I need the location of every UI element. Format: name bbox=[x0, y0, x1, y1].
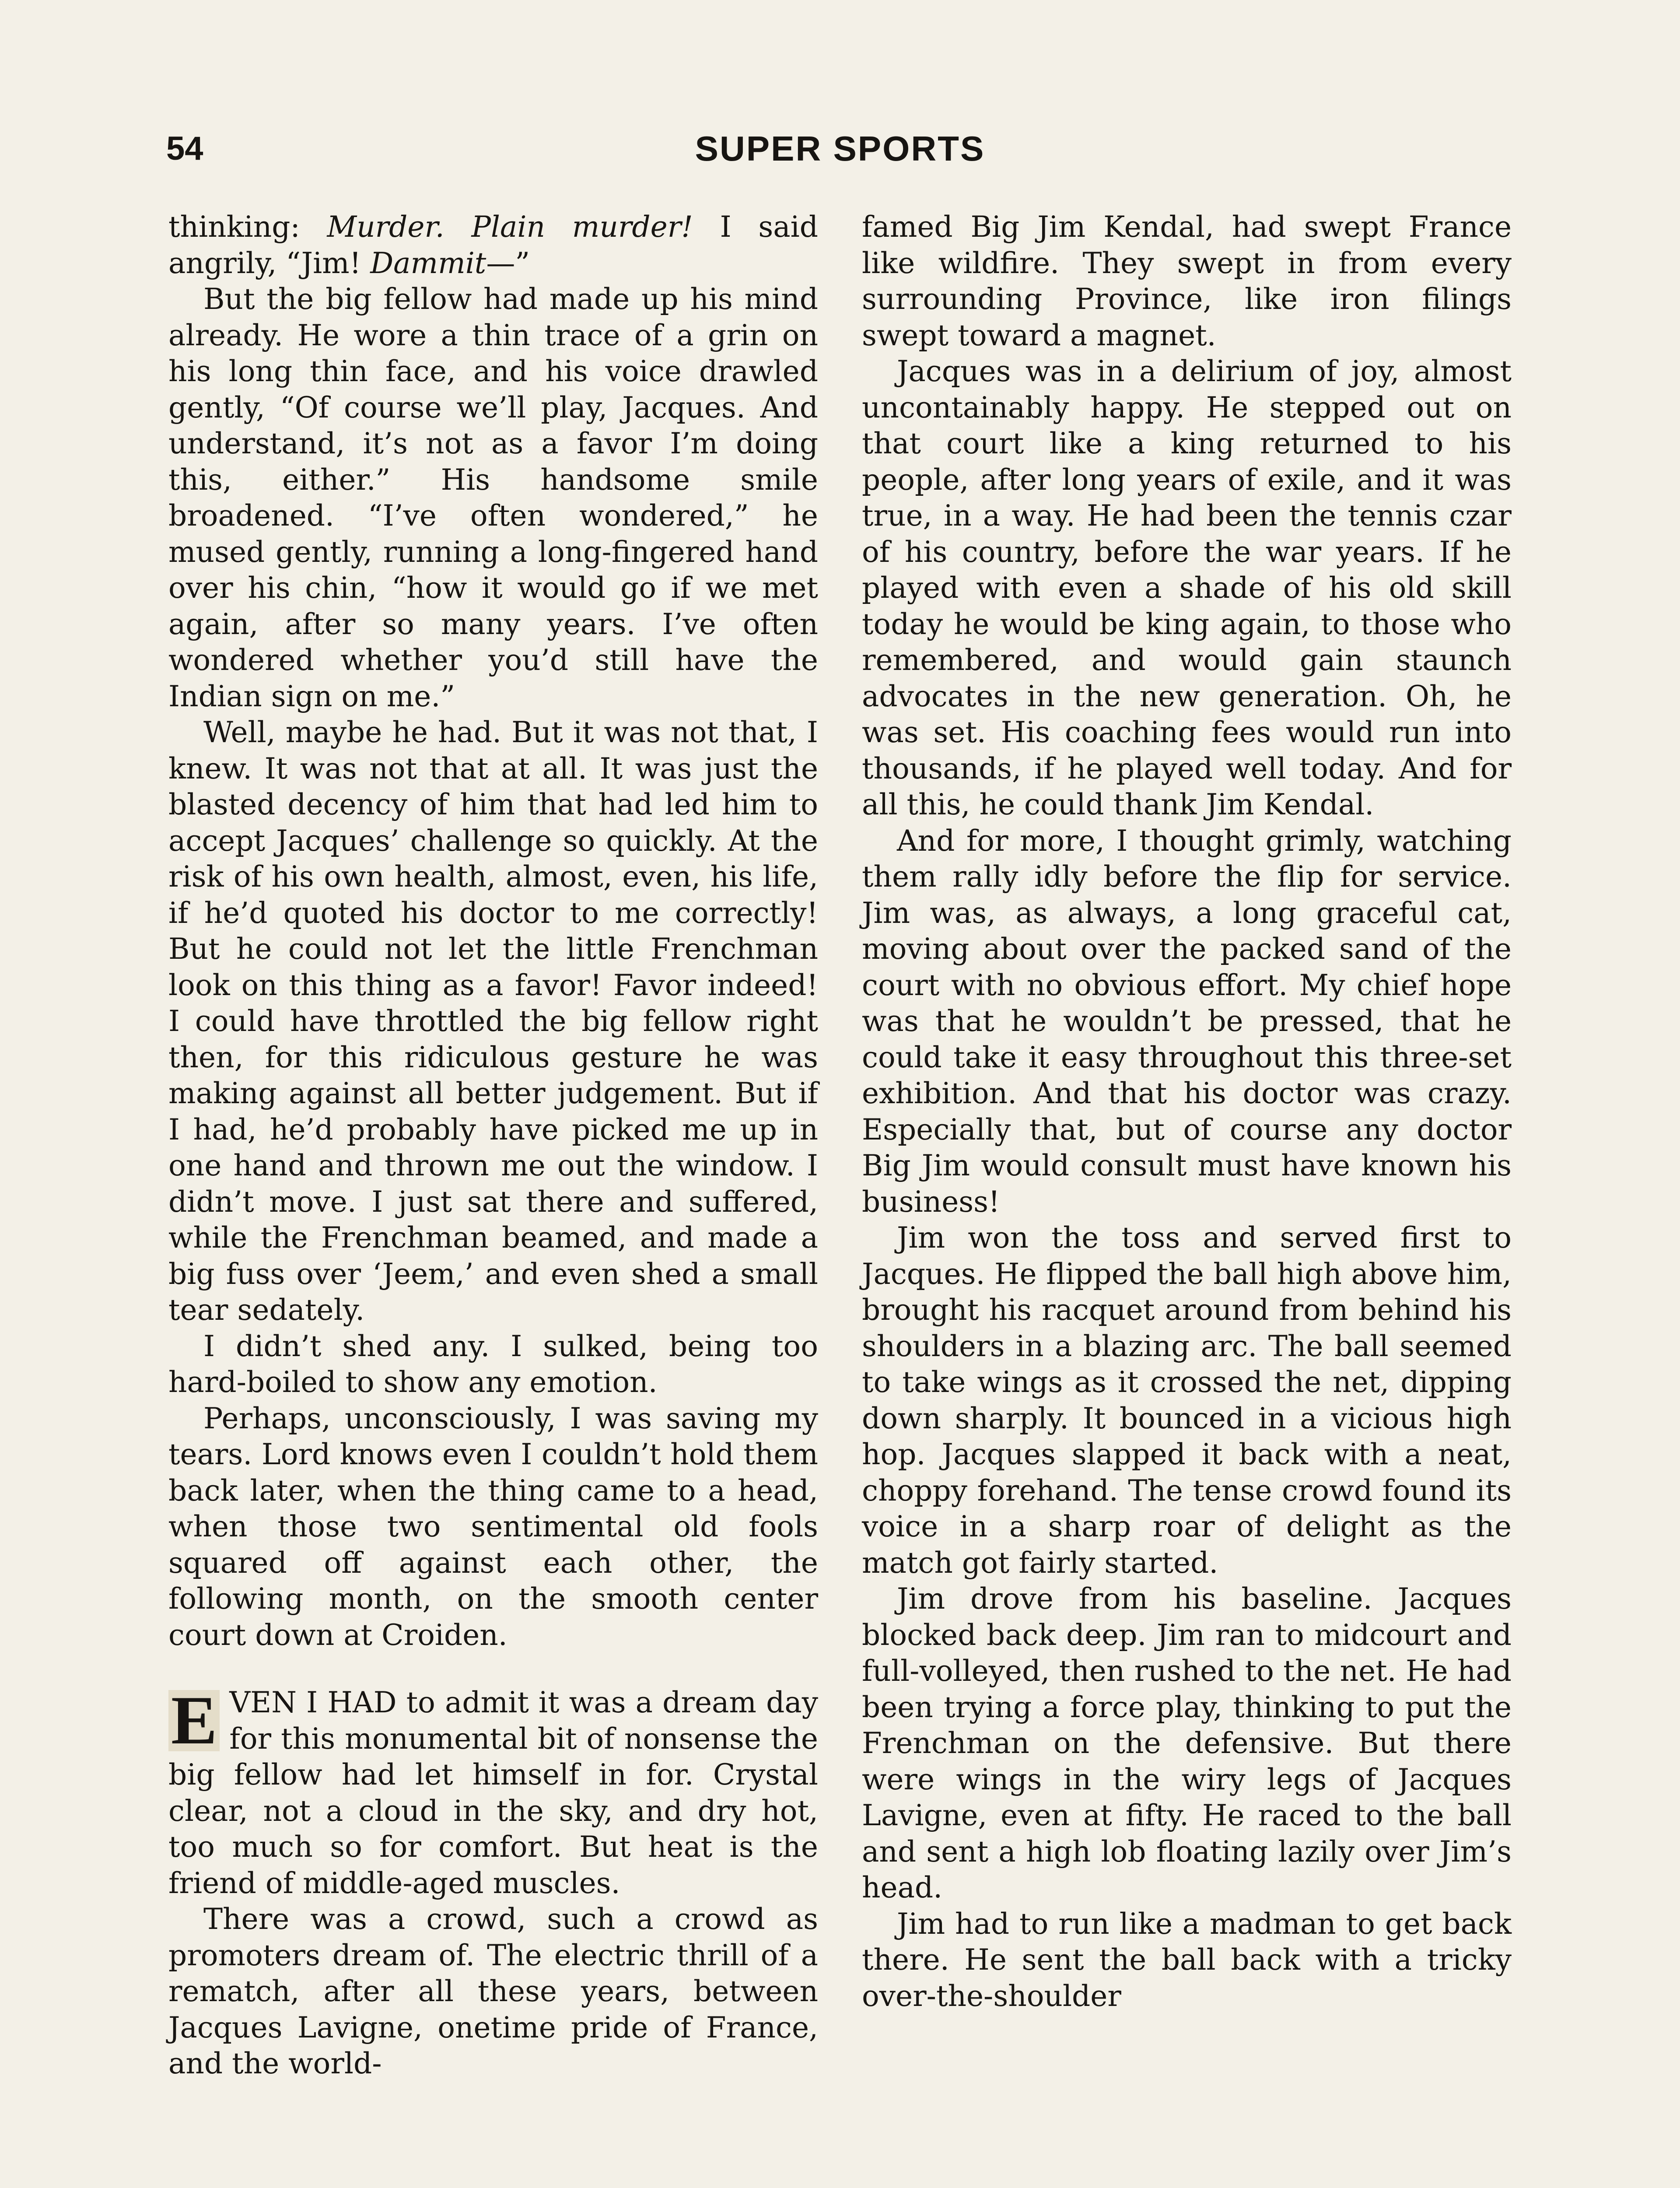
paragraph: But the big fellow had made up his mind already. He wore a thin trace of a grin on his long thin face, and his voice drawled gently, “Of course we’ll play, Jacques. And understand, it’s not as a favor I’m doing this, either.” His handsome smile broadened. “I’ve often wondered,” he mused gently, running a long-fingered hand over his chin, “how it would go if we met again, after so many years. I’ve often wondered whether you’d still have the Indian sign on me.” bbox=[168, 282, 818, 713]
text-run: thinking: bbox=[168, 210, 327, 244]
running-head-title: SUPER SPORTS bbox=[695, 129, 985, 168]
text-run: I said angrily, “Jim! bbox=[168, 210, 818, 280]
drop-cap: E bbox=[168, 1690, 220, 1751]
text-run: VEN I HAD to admit it was a dream day for this monumental bit of nonsense the big fellow had let himself in for. Crystal clear, not a cloud in the sky, and dry hot, too much so for comfort. But heat is the friend of middle-aged muscles. bbox=[168, 1686, 818, 1900]
paragraph: Well, maybe he had. But it was not that, I knew. It was not that at all. It was just the blasted decency of him that had led him to accept Jacques’ challenge so quickly. At the risk of his own health, almost, even, his life, if he’d quoted his doctor to me correctly! But he could not let the little Frenchman look on this thing as a favor! Favor indeed! I could have throttled the big fellow right then, for this ridiculous gesture he was making against all better judgement. But if I had, he’d probably have picked me up in one hand and thrown me out the window. I didn’t move. I just sat there and suffered, while the Frenchman beamed, and made a big fuss over ‘Jeem,’ and even shed a small tear sedately. bbox=[168, 715, 818, 1327]
page-number: 54 bbox=[166, 130, 203, 167]
paragraph: There was a crowd, such a crowd as promoters dream of. The electric thrill of a rematch, after all these years, between Jacques Lavigne, onetime pride of France, and the world- bbox=[168, 1902, 818, 2080]
right-column bbox=[862, 209, 1512, 2014]
section-opening-paragraph bbox=[168, 1682, 818, 1901]
paragraph: Jim had to run like a madman to get back there. He sent the ball back with a tricky over-the-shoulder bbox=[862, 1907, 1512, 2013]
paragraph: And for more, I thought grimly, watching them rally idly before the flip for service. Jim was, as always, a long graceful cat, moving about over the packed sand of the court with no obvious effort. My chief hope was that he wouldn’t be pressed, that he could take it easy throughout this three-set exhibition. And that his doctor was crazy. Especially that, but of course any doctor Big Jim would consult must have known his business! bbox=[862, 824, 1512, 1219]
emphasis-text: Dammit bbox=[370, 246, 486, 280]
paragraph: Jim drove from his baseline. Jacques blocked back deep. Jim ran to midcourt and full-volleyed, then rushed to the net. He had been trying a force play, thinking to put the Frenchman on the defensive. But there were wings in the wiry legs of Jacques Lavigne, even at fifty. He raced to the ball and sent a high lob floating lazily over Jim’s head. bbox=[862, 1582, 1512, 1904]
paragraph: Perhaps, unconsciously, I was saving my tears. Lord knows even I couldn’t hold them back later, when the thing came to a head, when those two sentimental old fools squared off against each other, the following month, on the smooth center court down at Croiden. bbox=[168, 1401, 818, 1652]
text-run: —” bbox=[486, 246, 530, 280]
paragraph: Jacques was in a delirium of joy, almost uncontainably happy. He stepped out on that court like a king returned to his people, after long years of exile, and it was true, in a way. He had been the tennis czar of his country, before the war years. If he played with even a shade of his old skill today he would be king again, to those who remembered, and would gain staunch advocates in the new generation. Oh, he was set. His coaching fees would run into thousands, if he played well today. And for all this, he could thank Jim Kendal. bbox=[862, 354, 1512, 821]
paragraph bbox=[168, 209, 818, 281]
paragraph: Jim won the toss and served first to Jacques. He flipped the ball high above him, brought his racquet around from behind his shoulders in a blazing arc. The ball seemed to take wings as it crossed the net, dipping down sharply. It bounced in a vicious high hop. Jacques slapped it back with a neat, choppy forehand. The tense crowd found its voice in a sharp roar of delight as the match got fairly started. bbox=[862, 1221, 1512, 1580]
left-column bbox=[168, 209, 818, 2082]
paragraph: I didn’t shed any. I sulked, being too hard-boiled to show any emotion. bbox=[168, 1329, 818, 1399]
emphasis-text: Murder. Plain murder! bbox=[327, 210, 693, 244]
page-header bbox=[166, 127, 1514, 175]
paragraph: famed Big Jim Kendal, had swept France like wildfire. They swept in from every surrounding Province, like iron filings swept toward a magnet. bbox=[862, 210, 1512, 352]
